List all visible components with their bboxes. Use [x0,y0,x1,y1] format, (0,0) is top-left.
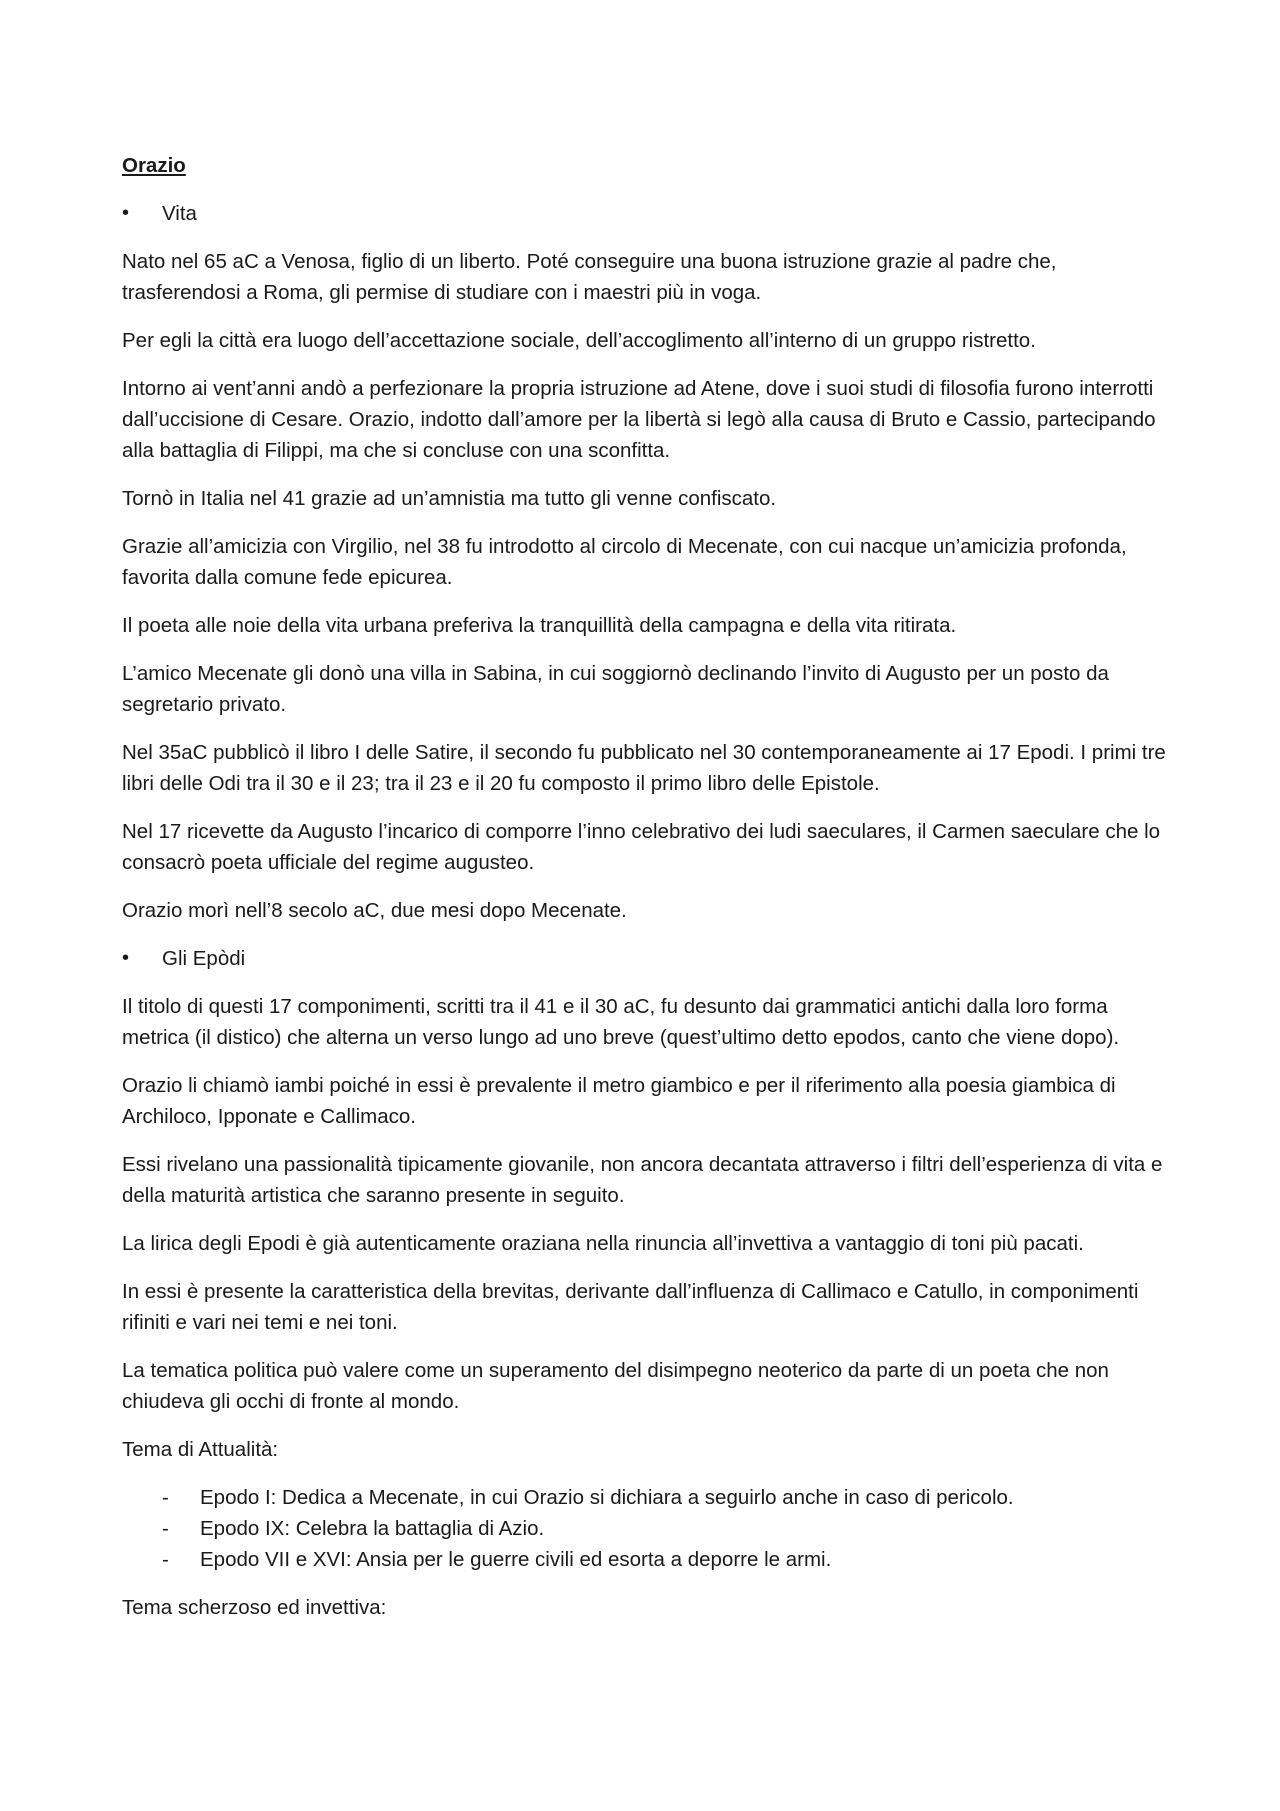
paragraph: Nato nel 65 aC a Venosa, figlio di un liberto. Poté conseguire una buona istruzione grazie al padre che, trasferendosi a Roma, gli permise di studiare con i maestri più in voga. [122,250,1057,304]
paragraph: Essi rivelano una passionalità tipicamente giovanile, non ancora decantata attraverso i filtri dell’esperienza di vita e della maturità artistica che saranno presente in seguito. [122,1153,1163,1207]
paragraph: Per egli la città era luogo dell’accettazione sociale, dell’accoglimento all’interno di un gruppo ristretto. [122,329,1036,352]
list-item [122,1513,1172,1544]
dash-icon: - [162,1517,169,1540]
subsection-label-attualita: Tema di Attualità: [122,1438,279,1461]
list-item-text: Epodo VII e XVI: Ansia per le guerre civili ed esorta a deporre le armi. [200,1548,832,1571]
list-item-text: Epodo I: Dedica a Mecenate, in cui Orazio si dichiara a seguirlo anche in caso di pericolo. [200,1486,1014,1509]
section-heading-label: Gli Epòdi [162,947,246,970]
paragraph: Nel 17 ricevette da Augusto l’incarico di comporre l’inno celebrativo dei ludi saeculares, il Carmen saeculare che lo consacrò poeta ufficiale del regime augusteo. [122,820,1161,874]
section-heading-label: Vita [162,202,197,225]
list-item [122,1544,1172,1575]
paragraph: Intorno ai vent’anni andò a perfezionare la propria istruzione ad Atene, dove i suoi studi di filosofia furono interrotti dall’uccisione di Cesare. Orazio, indotto dall’amore per la libertà si legò alla causa di Bruto e Cassio, partecipando alla battaglia di Filippi, ma che si concluse con una sconfitta. [122,377,1156,462]
paragraph: Nel 35aC pubblicò il libro I delle Satire, il secondo fu pubblicato nel 30 contemporaneamente ai 17 Epodi. I primi tre libri delle Odi tra il 30 e il 23; tra il 23 e il 20 fu composto il primo libro delle Epistole. [122,741,1166,795]
bullet-icon: • [122,202,130,224]
paragraph: La tematica politica può valere come un superamento del disimpegno neoterico da parte di un poeta che non chiudeva gli occhi di fronte al mondo. [122,1359,1109,1413]
document-body [122,150,1172,1640]
bullet-icon: • [122,947,130,969]
attualita-list [122,1482,1172,1575]
paragraph: L’amico Mecenate gli donò una villa in Sabina, in cui soggiornò declinando l’invito di Augusto per un posto da segretario privato. [122,662,1109,716]
dash-icon: - [162,1548,169,1571]
paragraph: Orazio li chiamò iambi poiché in essi è prevalente il metro giambico e per il riferimento alla poesia giambica di Archiloco, Ipponate e Callimaco. [122,1074,1116,1128]
paragraph: Il poeta alle noie della vita urbana preferiva la tranquillità della campagna e della vita ritirata. [122,614,957,637]
paragraph: La lirica degli Epodi è già autenticamente oraziana nella rinuncia all’invettiva a vantaggio di toni più pacati. [122,1232,1084,1255]
dash-icon: - [162,1486,169,1509]
list-item-text: Epodo IX: Celebra la battaglia di Azio. [200,1517,545,1540]
paragraph: Grazie all’amicizia con Virgilio, nel 38 fu introdotto al circolo di Mecenate, con cui nacque un’amicizia profonda, favorita dalla comune fede epicurea. [122,535,1127,589]
list-item [122,1482,1172,1513]
subsection-label-scherzoso: Tema scherzoso ed invettiva: [122,1596,387,1619]
section-heading-epodi [122,943,1172,974]
section-heading-vita [122,198,1172,229]
paragraph: Tornò in Italia nel 41 grazie ad un’amnistia ma tutto gli venne confiscato. [122,487,777,510]
paragraph: In essi è presente la caratteristica della brevitas, derivante dall’influenza di Callimaco e Catullo, in componimenti rifiniti e vari nei temi e nei toni. [122,1280,1139,1334]
document-title: Orazio [122,154,186,177]
paragraph: Orazio morì nell’8 secolo aC, due mesi dopo Mecenate. [122,899,627,922]
paragraph: Il titolo di questi 17 componimenti, scritti tra il 41 e il 30 aC, fu desunto dai grammatici antichi dalla loro forma metrica (il distico) che alterna un verso lungo ad uno breve (quest’ultimo detto epodos, canto che viene dopo). [122,995,1120,1049]
